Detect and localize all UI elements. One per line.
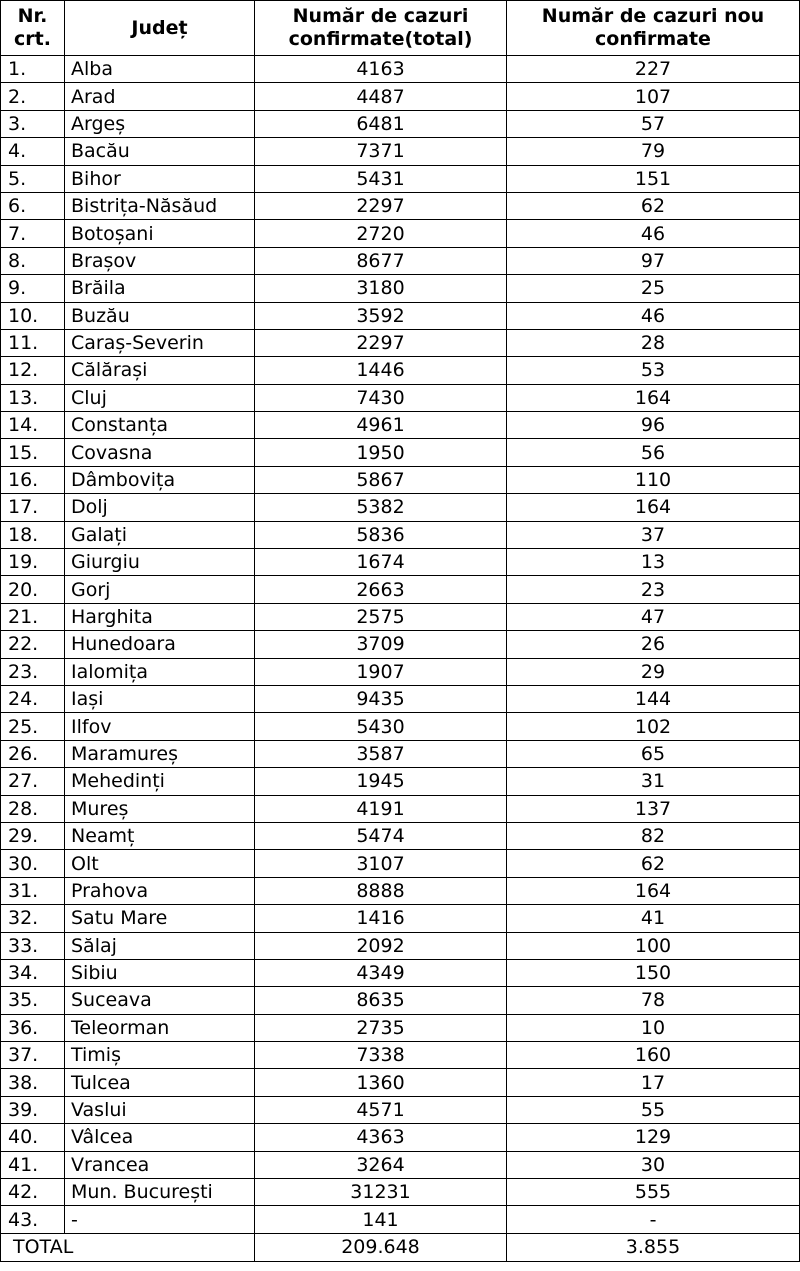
row-number: 40. [1,1124,65,1151]
county-name: Suceava [65,987,255,1014]
table-row [1,110,800,137]
row-number: 16. [1,466,65,493]
confirmed-new: 31 [507,768,800,795]
row-number: 18. [1,521,65,548]
confirmed-total: 3107 [255,850,507,877]
county-name: Galați [65,521,255,548]
confirmed-total: 2092 [255,932,507,959]
confirmed-new: 144 [507,685,800,712]
table-row [1,83,800,110]
table-row [1,987,800,1014]
confirmed-new: 100 [507,932,800,959]
confirmed-new: 82 [507,822,800,849]
confirmed-new: 150 [507,959,800,986]
confirmed-new: 164 [507,384,800,411]
table-row [1,850,800,877]
county-name: Vâlcea [65,1124,255,1151]
county-name: Vrancea [65,1151,255,1178]
confirmed-total: 1674 [255,549,507,576]
county-name: Covasna [65,439,255,466]
row-number: 7. [1,220,65,247]
header-row [1,1,800,56]
table-row [1,685,800,712]
county-name: Vaslui [65,1096,255,1123]
county-name: Brăila [65,275,255,302]
row-number: 10. [1,302,65,329]
confirmed-new: 164 [507,494,800,521]
county-name: Ilfov [65,713,255,740]
confirmed-new: 29 [507,658,800,685]
confirmed-total: 1446 [255,357,507,384]
county-name: - [65,1206,255,1233]
county-name: Prahova [65,877,255,904]
row-number: 6. [1,192,65,219]
county-name: Mehedinți [65,768,255,795]
confirmed-total: 7338 [255,1042,507,1069]
county-name: Neamț [65,822,255,849]
county-name: Constanța [65,412,255,439]
county-name: Bacău [65,138,255,165]
county-name: Olt [65,850,255,877]
confirmed-new: 151 [507,165,800,192]
confirmed-total: 31231 [255,1179,507,1206]
confirmed-new: 555 [507,1179,800,1206]
row-number: 19. [1,549,65,576]
county-name: Alba [65,56,255,83]
confirmed-total: 3592 [255,302,507,329]
confirmed-new: 57 [507,110,800,137]
row-number: 4. [1,138,65,165]
county-name: Bistrița-Năsăud [65,192,255,219]
confirmed-total: 8677 [255,247,507,274]
confirmed-total: 8888 [255,877,507,904]
table-footer [1,1233,800,1261]
confirmed-new: 62 [507,192,800,219]
table-row [1,302,800,329]
row-number: 34. [1,959,65,986]
table-row [1,412,800,439]
row-number: 42. [1,1179,65,1206]
county-name: Buzău [65,302,255,329]
confirmed-total: 1945 [255,768,507,795]
confirmed-total: 3264 [255,1151,507,1178]
table-row [1,549,800,576]
table-row [1,1069,800,1096]
confirmed-total: 4163 [255,56,507,83]
confirmed-new: 137 [507,795,800,822]
row-number: 37. [1,1042,65,1069]
county-name: Maramureș [65,740,255,767]
row-number: 13. [1,384,65,411]
confirmed-new: 227 [507,56,800,83]
table-row [1,138,800,165]
table-row [1,713,800,740]
table-row [1,658,800,685]
confirmed-total: 1907 [255,658,507,685]
confirmed-new: 23 [507,576,800,603]
header-nou: Număr de cazuri nou confirmate [507,1,800,56]
row-number: 3. [1,110,65,137]
table-row [1,905,800,932]
row-number: 31. [1,877,65,904]
row-number: 8. [1,247,65,274]
table-row [1,1206,800,1233]
confirmed-new: 37 [507,521,800,548]
row-number: 27. [1,768,65,795]
table-row [1,192,800,219]
table-row [1,768,800,795]
county-name: Dâmbovița [65,466,255,493]
confirmed-total: 4571 [255,1096,507,1123]
table-body [1,56,800,1234]
county-name: Satu Mare [65,905,255,932]
confirmed-new: - [507,1206,800,1233]
confirmed-new: 56 [507,439,800,466]
county-name: Argeș [65,110,255,137]
row-number: 2. [1,83,65,110]
confirmed-new: 26 [507,631,800,658]
confirmed-total: 7430 [255,384,507,411]
confirmed-new: 65 [507,740,800,767]
table-row [1,466,800,493]
row-number: 21. [1,603,65,630]
confirmed-new: 79 [507,138,800,165]
confirmed-total: 9435 [255,685,507,712]
confirmed-total: 5867 [255,466,507,493]
confirmed-total: 1950 [255,439,507,466]
table-row [1,822,800,849]
row-number: 23. [1,658,65,685]
confirmed-total: 2720 [255,220,507,247]
row-number: 14. [1,412,65,439]
table-row [1,1096,800,1123]
total-confirmed: 209.648 [255,1233,507,1261]
row-number: 43. [1,1206,65,1233]
table-row [1,275,800,302]
county-name: Hunedoara [65,631,255,658]
table-row [1,1151,800,1178]
table-row [1,56,800,83]
table-row [1,959,800,986]
table-row [1,740,800,767]
total-label: TOTAL [1,1233,255,1261]
confirmed-total: 2735 [255,1014,507,1041]
county-name: Giurgiu [65,549,255,576]
row-number: 33. [1,932,65,959]
confirmed-new: 110 [507,466,800,493]
row-number: 26. [1,740,65,767]
county-name: Tulcea [65,1069,255,1096]
confirmed-new: 97 [507,247,800,274]
confirmed-new: 25 [507,275,800,302]
confirmed-new: 96 [507,412,800,439]
confirmed-new: 28 [507,329,800,356]
table-row [1,165,800,192]
header-total: Număr de cazuri confirmate(total) [255,1,507,56]
row-number: 35. [1,987,65,1014]
county-name: Caraș-Severin [65,329,255,356]
confirmed-new: 13 [507,549,800,576]
header-judet: Județ [65,1,255,56]
confirmed-new: 47 [507,603,800,630]
confirmed-total: 1360 [255,1069,507,1096]
table-row [1,384,800,411]
table-row [1,1179,800,1206]
confirmed-new: 107 [507,83,800,110]
row-number: 15. [1,439,65,466]
county-name: Bihor [65,165,255,192]
county-name: Harghita [65,603,255,630]
confirmed-total: 4349 [255,959,507,986]
confirmed-new: 129 [507,1124,800,1151]
row-number: 5. [1,165,65,192]
confirmed-new: 17 [507,1069,800,1096]
table-row [1,1042,800,1069]
confirmed-total: 4363 [255,1124,507,1151]
confirmed-total: 3709 [255,631,507,658]
row-number: 39. [1,1096,65,1123]
table-row [1,795,800,822]
header-nr: Nr. crt. [1,1,65,56]
row-number: 38. [1,1069,65,1096]
table-row [1,357,800,384]
confirmed-total: 2575 [255,603,507,630]
table-row [1,247,800,274]
confirmed-total: 3587 [255,740,507,767]
row-number: 28. [1,795,65,822]
total-new: 3.855 [507,1233,800,1261]
confirmed-new: 46 [507,302,800,329]
table-row [1,576,800,603]
confirmed-total: 7371 [255,138,507,165]
confirmed-total: 5382 [255,494,507,521]
table-row [1,439,800,466]
county-name: Timiș [65,1042,255,1069]
confirmed-new: 160 [507,1042,800,1069]
table-row [1,220,800,247]
confirmed-total: 8635 [255,987,507,1014]
confirmed-total: 141 [255,1206,507,1233]
table-row [1,1124,800,1151]
confirmed-total: 4961 [255,412,507,439]
row-number: 20. [1,576,65,603]
confirmed-total: 5430 [255,713,507,740]
confirmed-new: 55 [507,1096,800,1123]
row-number: 1. [1,56,65,83]
confirmed-total: 4191 [255,795,507,822]
confirmed-new: 164 [507,877,800,904]
row-number: 29. [1,822,65,849]
row-number: 36. [1,1014,65,1041]
row-number: 11. [1,329,65,356]
county-name: Călărași [65,357,255,384]
row-number: 22. [1,631,65,658]
row-number: 17. [1,494,65,521]
confirmed-new: 30 [507,1151,800,1178]
confirmed-total: 6481 [255,110,507,137]
table-row [1,603,800,630]
confirmed-total: 5431 [255,165,507,192]
table-row [1,1014,800,1041]
confirmed-new: 78 [507,987,800,1014]
county-name: Ialomița [65,658,255,685]
confirmed-new: 102 [507,713,800,740]
county-name: Sibiu [65,959,255,986]
county-name: Botoșani [65,220,255,247]
county-name: Dolj [65,494,255,521]
confirmed-total: 4487 [255,83,507,110]
row-number: 12. [1,357,65,384]
confirmed-total: 2297 [255,329,507,356]
confirmed-new: 10 [507,1014,800,1041]
county-name: Gorj [65,576,255,603]
table-row [1,631,800,658]
confirmed-new: 62 [507,850,800,877]
confirmed-new: 53 [507,357,800,384]
row-number: 25. [1,713,65,740]
table-row [1,932,800,959]
confirmed-total: 3180 [255,275,507,302]
confirmed-total: 2297 [255,192,507,219]
table-row [1,521,800,548]
county-name: Brașov [65,247,255,274]
county-name: Sălaj [65,932,255,959]
county-name: Iași [65,685,255,712]
confirmed-new: 41 [507,905,800,932]
county-name: Mun. București [65,1179,255,1206]
row-number: 24. [1,685,65,712]
table-row [1,494,800,521]
confirmed-total: 2663 [255,576,507,603]
county-name: Arad [65,83,255,110]
row-number: 41. [1,1151,65,1178]
county-name: Cluj [65,384,255,411]
table-header [1,1,800,56]
total-row [1,1233,800,1261]
table-row [1,329,800,356]
confirmed-total: 5474 [255,822,507,849]
county-name: Teleorman [65,1014,255,1041]
row-number: 32. [1,905,65,932]
row-number: 9. [1,275,65,302]
row-number: 30. [1,850,65,877]
table-row [1,877,800,904]
confirmed-total: 5836 [255,521,507,548]
confirmed-new: 46 [507,220,800,247]
county-name: Mureș [65,795,255,822]
confirmed-total: 1416 [255,905,507,932]
